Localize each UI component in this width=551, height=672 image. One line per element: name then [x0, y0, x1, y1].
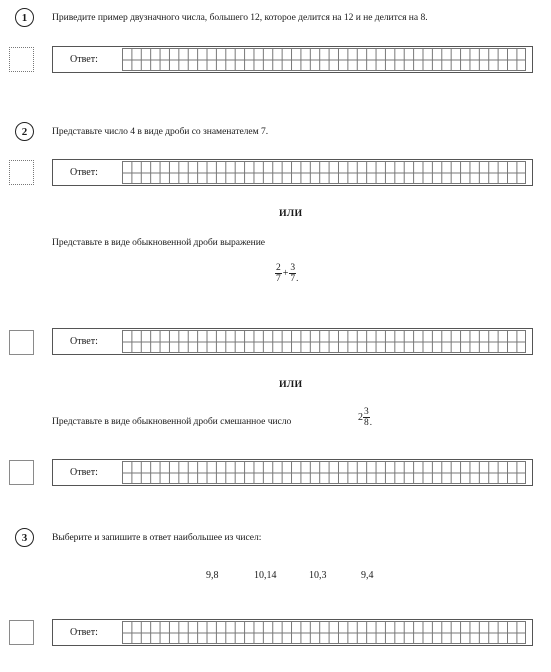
fraction-b: $\frac{3}{7}$ — [290, 263, 296, 284]
answer-grid-2c[interactable] — [122, 461, 526, 484]
score-box-2a — [9, 160, 34, 185]
question-3-text: Выберите и запишите в ответ наибольшее из чисел: — [52, 532, 262, 543]
answer-label: Ответ: — [70, 336, 98, 347]
answer-row-1[interactable] — [52, 46, 533, 73]
answer-label: Ответ: — [70, 54, 98, 65]
fraction-expression: $\frac{2}{7}$ + $\frac{3}{7}$ . — [276, 263, 299, 284]
question-1-text: Приведите пример двузначного числа, большего 12, которое делится на 12 и не делится на 8. — [52, 12, 428, 23]
answer-row-2b[interactable] — [52, 328, 533, 355]
answer-label: Ответ: — [70, 467, 98, 478]
answer-grid-2b[interactable] — [122, 330, 526, 353]
number-option: 10,3 — [309, 570, 327, 581]
plus-sign: + — [282, 268, 289, 279]
score-box-2c — [9, 460, 34, 485]
answer-grid-3[interactable] — [122, 621, 526, 644]
score-box-2b — [9, 330, 34, 355]
mixed-fraction: $\frac{3}{8}$ — [364, 407, 369, 428]
number-option: 10,14 — [254, 570, 277, 581]
score-box-1 — [9, 47, 34, 72]
or-separator-2: ИЛИ — [279, 379, 303, 390]
or-separator-1: ИЛИ — [279, 208, 303, 219]
question-number-2: 2 — [15, 122, 34, 141]
score-box-3 — [9, 620, 34, 645]
answer-label: Ответ: — [70, 167, 98, 178]
question-number-3: 3 — [15, 528, 34, 547]
answer-row-2a[interactable] — [52, 159, 533, 186]
mixed-number: 2 $\frac{3}{8}$ . — [358, 407, 372, 428]
answer-grid-1[interactable] — [122, 48, 526, 71]
question-2b-text: Представьте в виде обыкновенной дроби выражение — [52, 237, 265, 248]
question-number-1: 1 — [15, 8, 34, 27]
question-2a-text: Представьте число 4 в виде дроби со знаменателем 7. — [52, 126, 269, 137]
fraction-a: $\frac{2}{7}$ — [276, 263, 281, 284]
number-option: 9,8 — [206, 570, 219, 581]
number-options — [0, 570, 551, 584]
answer-row-3[interactable] — [52, 619, 533, 646]
answer-grid-2a[interactable] — [122, 161, 526, 184]
answer-label: Ответ: — [70, 627, 98, 638]
number-option: 9,4 — [361, 570, 374, 581]
answer-row-2c[interactable] — [52, 459, 533, 486]
question-2c-text: Представьте в виде обыкновенной дроби смешанное число — [52, 416, 292, 427]
